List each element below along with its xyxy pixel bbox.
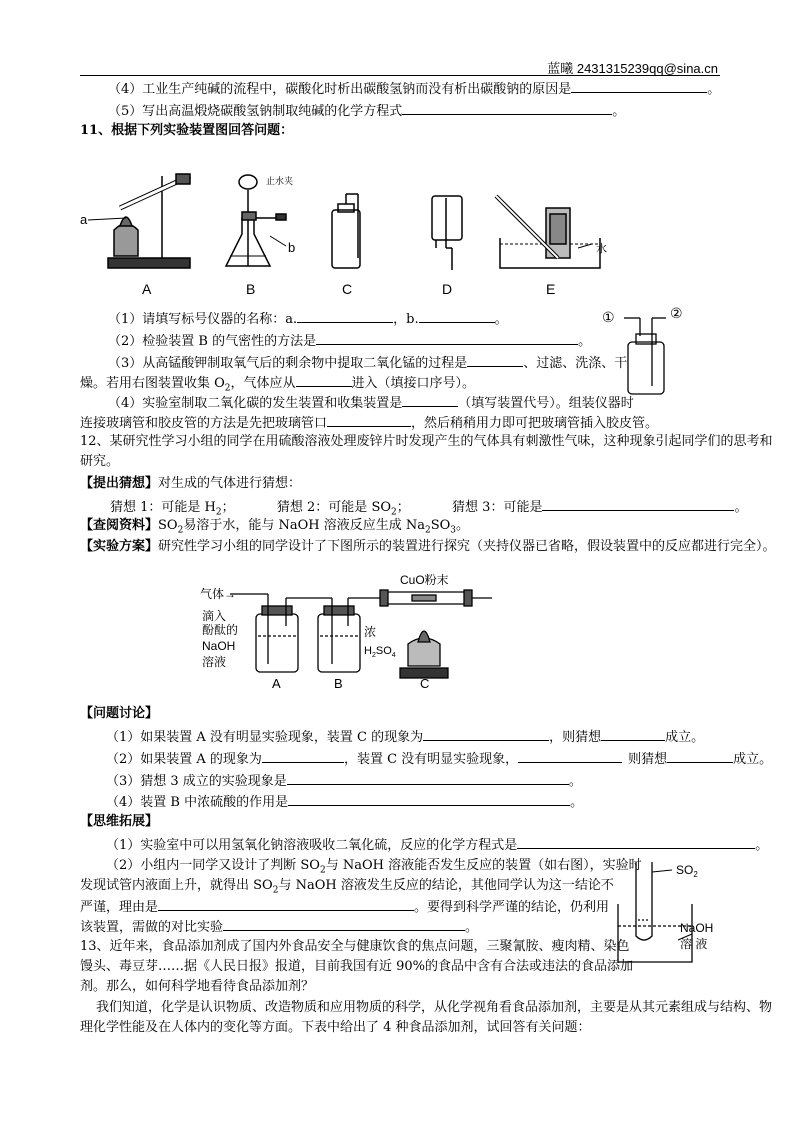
header-rule [80, 75, 720, 76]
apparatus-e [496, 196, 600, 268]
q11-part3: （3）从高锰酸钾制取氧气后的剩余物中提取二氧化锰的过程是 、过滤、洗涤、干 [108, 352, 627, 372]
q11-part3-cont: 燥。若用右图装置收集 $O_2$，气体应从 进入（填接口序号）。 [80, 372, 475, 392]
answer-blank[interactable] [601, 726, 665, 741]
q11-apparatus-figure [80, 148, 640, 298]
fig-naoh-label-1: NaOH [680, 921, 714, 935]
answer-blank[interactable] [288, 791, 570, 806]
q12-guess-head: 【提出猜想】对生成的气体进行猜想： [80, 476, 302, 491]
fig-drip-4: 溶液 [202, 655, 227, 669]
q12-extension-2: （2）小组内一同学又设计了判断 $SO_2$与 NaOH 溶液能否发生反应的装置（如右图），实验时 [106, 858, 642, 876]
answer-blank[interactable] [158, 896, 414, 911]
answer-blank[interactable] [296, 372, 352, 387]
fig-label-d: D [442, 281, 453, 297]
q13-line-5: 理化学性能及在人体内的变化等方面。下表中给出了 4 种食品添加剂，试回答有关问题： [80, 1020, 591, 1035]
q11-part4-cont: 连接玻璃管和胶皮管的方法是先把玻璃管口 ，然后稍稍用力即可把玻璃管插入胶皮管。 [80, 412, 658, 432]
fig-cuo-label: CuO粉末 [400, 573, 449, 587]
label-b: b [288, 240, 296, 255]
fig-conc-label: 浓 [364, 625, 377, 639]
fig-label-b: B [334, 676, 343, 691]
q12-extension-2c: 严谨，理由是 。要得到科学严谨的结论，仍利用 [80, 896, 609, 916]
port-2: ② [670, 305, 683, 321]
q12-title-2: 研究。 [80, 454, 120, 469]
fig-label-c: C [342, 281, 353, 297]
q12-plan: 【实验方案】研究性学习小组的同学设计了下图所示的装置进行探究（夹持仪器已省略，假设装置中的反应都进行完全）。 [80, 539, 776, 554]
answer-blank[interactable] [327, 412, 411, 427]
fig-naoh-label-2: 溶 液 [680, 937, 708, 951]
fig-so2-label: $SO_2$ [676, 863, 698, 879]
fig-drip-2: 酚酞的 [202, 623, 239, 637]
fig-drip-3: NaOH [202, 639, 236, 653]
answer-blank[interactable] [542, 496, 734, 511]
q12-extension-2b: 发现试管内液面上升，就得出 $SO_2$与 NaOH 溶液发生反应的结论，其他同学认为这一结论不 [80, 878, 614, 896]
answer-blank[interactable] [423, 726, 549, 741]
q10-line4: （4）工业生产纯碱的流程中，碳酸化时析出碳酸氢钠而没有析出碳酸钠的原因是 。 [108, 78, 720, 98]
q12-experiment-figure [200, 570, 500, 694]
q12-guesses: 猜想 1：可能是 $H_2$； 猜想 2：可能是 $SO_2$； 猜想 3：可能是 。 [110, 496, 747, 516]
q12-extension-1: （1）实验室中可以用氢氧化钠溶液吸收二氧化硫，反应的化学方程式是 。 [106, 834, 768, 854]
fig-drip-1: 滴入 [202, 609, 227, 623]
fig-label-a: A [272, 676, 281, 691]
q13-line-1: 13、近年来，食品添加剂成了国内外食品安全与健康饮食的焦点问题，三聚氰胺、瘦肉精、染色 [80, 939, 630, 954]
q12-discussion-2: （2）如果装置 A 的现象为 ，装置 C 没有明显实验现象， 则猜想 成立。 [106, 748, 772, 768]
answer-blank[interactable] [402, 392, 458, 407]
page-header: 蓝曦 2431315239qq@sina.cn [547, 61, 718, 76]
answer-blank[interactable] [667, 748, 733, 763]
q13-line-2: 馒头、毒豆芽……据《人民日报》报道，目前我国有近 90%的食品中含有合法或违法的食品添加 [80, 959, 634, 974]
answer-blank[interactable] [287, 770, 569, 785]
port-1: ① [602, 309, 615, 325]
answer-blank[interactable] [518, 748, 622, 763]
fig-h2so4-label: $H_2SO_4$ [364, 645, 396, 659]
q11-part2: （2）检验装置 B 的气密性的方法是 。 [108, 330, 591, 350]
q10-line5: （5）写出高温煅烧碳酸氢钠制取纯碱的化学方程式 。 [108, 100, 625, 120]
fig-label-e: E [546, 281, 556, 297]
q11-title: 11、根据下列实验装置图回答问题： [80, 123, 294, 138]
answer-blank-b[interactable] [419, 308, 495, 323]
q12-reference: 【查阅资料】$SO_2$易溶于水，能与 NaOH 溶液反应生成 $Na_2SO_3$。 [80, 518, 470, 536]
q12-discussion-1: （1）如果装置 A 没有明显实验现象，装置 C 的现象为 ，则猜想 成立。 [106, 726, 704, 746]
q11-part1: （1）请填写标号仪器的名称：a. ，b. 。 [108, 308, 508, 328]
q11-collection-bottle [600, 302, 690, 398]
q12-extension-2d: 该装置，需做的对比实验 。 [80, 916, 478, 936]
label-a: a [80, 212, 88, 227]
q12-discussion-head: 【问题讨论】 [80, 706, 159, 721]
apparatus-d [432, 196, 462, 270]
apparatus-a [88, 174, 190, 268]
fig-label-b: B [246, 281, 256, 297]
fig-label-a: A [142, 281, 152, 297]
q12-discussion-3: （3）猜想 3 成立的实验现象是 。 [106, 770, 582, 790]
answer-blank[interactable] [402, 100, 612, 115]
answer-blank[interactable] [517, 834, 755, 849]
answer-blank[interactable] [467, 352, 523, 367]
fig-gas-label: 气体→ [200, 587, 237, 601]
answer-blank-a[interactable] [297, 308, 393, 323]
q12-title-1: 12、某研究性学习小组的同学在用硫酸溶液处理废锌片时发现产生的气体具有刺激性气味，这种现象引起同学们的思考和 [80, 434, 773, 449]
label-clamp: 止水夹 [266, 176, 294, 186]
q12-extension-head: 【思维拓展】 [80, 814, 159, 829]
apparatus-c [332, 194, 360, 268]
fig-label-c: C [420, 676, 430, 691]
q13-line-3: 剂。那么，如何科学地看待食品添加剂？ [80, 979, 315, 994]
q11-part4: （4）实验室制取二氧化碳的发生装置和收集装置是 （填写装置代号）。组装仪器时 [108, 392, 634, 412]
answer-blank[interactable] [571, 78, 707, 93]
apparatus-b [226, 175, 286, 266]
q12-discussion-4: （4）装置 B 中浓硫酸的作用是 。 [106, 791, 583, 811]
label-water: 水 [596, 243, 607, 255]
answer-blank[interactable] [316, 330, 578, 345]
answer-blank[interactable] [223, 916, 465, 931]
q13-line-4: 我们知道，化学是认识物质、改造物质和应用物质的科学，从化学视角看食品添加剂，主要是从其元素组成与结构、物 [96, 1000, 773, 1015]
answer-blank[interactable] [262, 748, 344, 763]
